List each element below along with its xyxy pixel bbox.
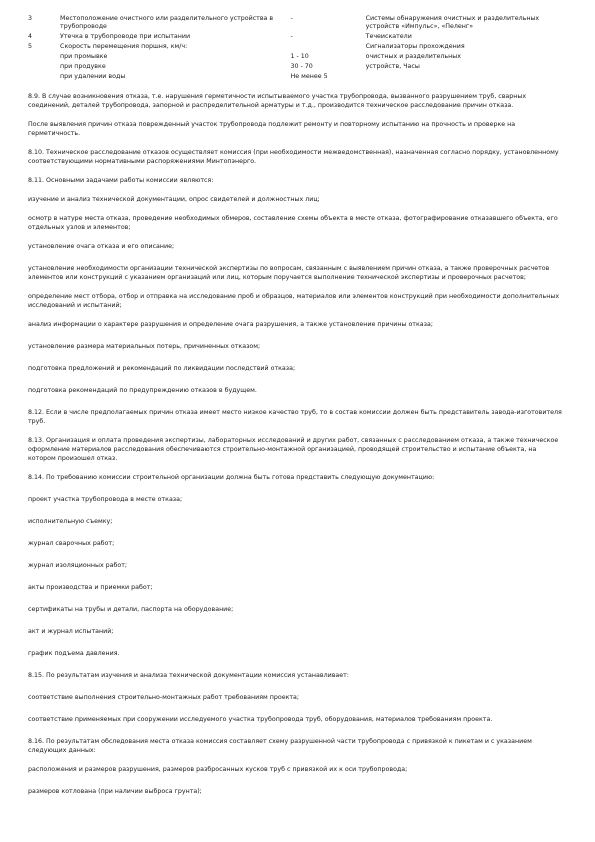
paragraph: После выявления причин отказа поврежденный участок трубопровода подлежит ремонту и повторному испытанию на прочность и проверке на герметичность. [28, 121, 516, 137]
paragraph: соответствие выполнения строительно-монтажных работ требованиям проекта; [28, 694, 300, 701]
document-page [28, 14, 566, 809]
row-parameter: Местоположение очистного или разделительного устройства в трубопроводе [60, 15, 274, 30]
paragraph: 8.13. Организация и оплата проведения экспертизы, лабораторных исследований и других работ, связанных с расследованием отказа, а также техническое оформление материалов расследования обеспечиваются строительно-монтажной организацией, проводящей строительство и испытание объекта, на котором произошел отказ. [28, 437, 559, 462]
paragraph: осмотр в натуре места отказа, проведение необходимых обмеров, составление схемы объекта в месте отказа, фотографирование отказавшего объекта, его отдельных узлов и элементов; [28, 215, 558, 231]
paragraph: расположения и размеров разрушения, размеров разбросанных кусков труб с привязкой их к оси трубопровода; [28, 766, 408, 773]
paragraph: изучение и анализ технической документации, опрос свидетелей и должностных лиц; [28, 196, 320, 203]
row-number: 4 [28, 33, 33, 40]
table-row [28, 42, 566, 52]
paragraph: проект участка трубопровода в месте отказа; [28, 496, 183, 503]
row-method: очистных и разделительных [365, 53, 461, 60]
row-value: - [290, 15, 293, 22]
table-row [28, 62, 566, 72]
paragraph: 8.14. По требованию комиссии строительной организации должна быть готова представить следующую документацию: [28, 474, 435, 481]
row-method: Течеискатели [365, 33, 412, 40]
measurement-table [28, 14, 566, 82]
paragraph: журнал сварочных работ; [28, 540, 115, 547]
row-parameter: Утечка в трубопроводе при испытании [60, 33, 191, 40]
row-parameter: Скорость перемещения поршня, км/ч: [60, 43, 188, 50]
row-number: 5 [28, 43, 33, 50]
paragraph: подготовка рекомендаций по предупреждению отказов в будущем. [28, 387, 257, 394]
table-row [28, 32, 566, 42]
row-method: Сигнализаторы прохождения [365, 43, 465, 50]
row-method [366, 72, 566, 82]
paragraph: акты производства и приемки работ; [28, 584, 153, 591]
paragraph: журнал изоляционных работ; [28, 562, 128, 569]
row-number [28, 72, 60, 82]
paragraph: 8.15. По результатам изучения и анализа технической документации комиссия устанавливает: [28, 672, 349, 679]
table-row [28, 72, 566, 82]
paragraph: 8.10. Техническое расследование отказов осуществляет комиссия (при необходимости межведомственная), назначенная согласно порядку, установленному соответствующими нормативными распоряжениями Минтопэнерго. [28, 149, 559, 165]
row-parameter: при продувке [60, 63, 106, 70]
paragraph: 8.9. В случае возникновения отказа, т.е. нарушения герметичности испытываемого участка трубопровода, вызванного разрушением труб, сварных соединений, деталей трубопровода, запорной и распределительной арматуры и т.д., производится техническое расследование причин отказа. [28, 93, 527, 109]
paragraph: сертификаты на трубы и детали, паспорта на оборудование; [28, 606, 234, 613]
paragraph: соответствие применяемых при сооружении исследуемого участка трубопровода труб, оборудования, материалов требованиям проекта. [28, 716, 493, 723]
row-parameter: при удалении воды [60, 73, 126, 80]
paragraph: установление очага отказа и его описание; [28, 243, 175, 250]
row-value: Не менее 5 [290, 73, 328, 80]
paragraph: исполнительную съемку; [28, 518, 113, 525]
row-number [28, 52, 60, 62]
table-row [28, 52, 566, 62]
row-number [28, 62, 60, 72]
paragraph: размеров котлована (при наличии выброса грунта); [28, 788, 202, 795]
row-value [290, 42, 365, 52]
paragraph: подготовка предложений и рекомендаций по ликвидации последствий отказа; [28, 365, 296, 372]
paragraph: 8.11. Основными задачами работы комиссии являются: [28, 177, 214, 184]
row-value: - [290, 33, 293, 40]
paragraph: анализ информации о характере разрушения и определение очага разрушения, а также установление причины отказа; [28, 321, 433, 328]
paragraph: 8.16. По результатам обследования места отказа комиссия составляет схему разрушенной части трубопровода с привязкой к пикетам и с указанием следующих данных: [28, 738, 532, 754]
paragraph: установление необходимости организации технической экспертизы по вопросам, связанным с выявлением причин отказа, а также проверочных расчетов элементов или конструкций с указанием организаций или лиц, которым поручается выполнение технической экспертизы и проверочных расчетов; [28, 265, 550, 281]
paragraph: определение мест отбора, отбор и отправка на исследование проб и образцов, материалов или элементов конструкций при необходимости дополнительных исследований и испытаний; [28, 293, 560, 309]
paragraph: установление размера материальных потерь, причиненных отказом; [28, 343, 261, 350]
row-value: 1 - 10 [290, 53, 309, 60]
row-number: 3 [28, 15, 33, 22]
row-parameter: при промывке [60, 53, 108, 60]
row-method: Системы обнаружения очистных и разделительных устройств «Импульс», «Пеленг» [365, 15, 540, 30]
table-row [28, 14, 566, 32]
document-body [28, 92, 566, 796]
paragraph: акт и журнал испытаний; [28, 628, 114, 635]
row-value: 30 - 70 [290, 63, 313, 70]
row-method: устройств, Часы [365, 63, 420, 70]
paragraph: 8.12. Если в числе предполагаемых причин отказа имеет место низкое качество труб, то в состав комиссии должен быть представитель завода-изготовителя труб. [28, 409, 562, 425]
paragraph: график подъема давления. [28, 650, 120, 657]
